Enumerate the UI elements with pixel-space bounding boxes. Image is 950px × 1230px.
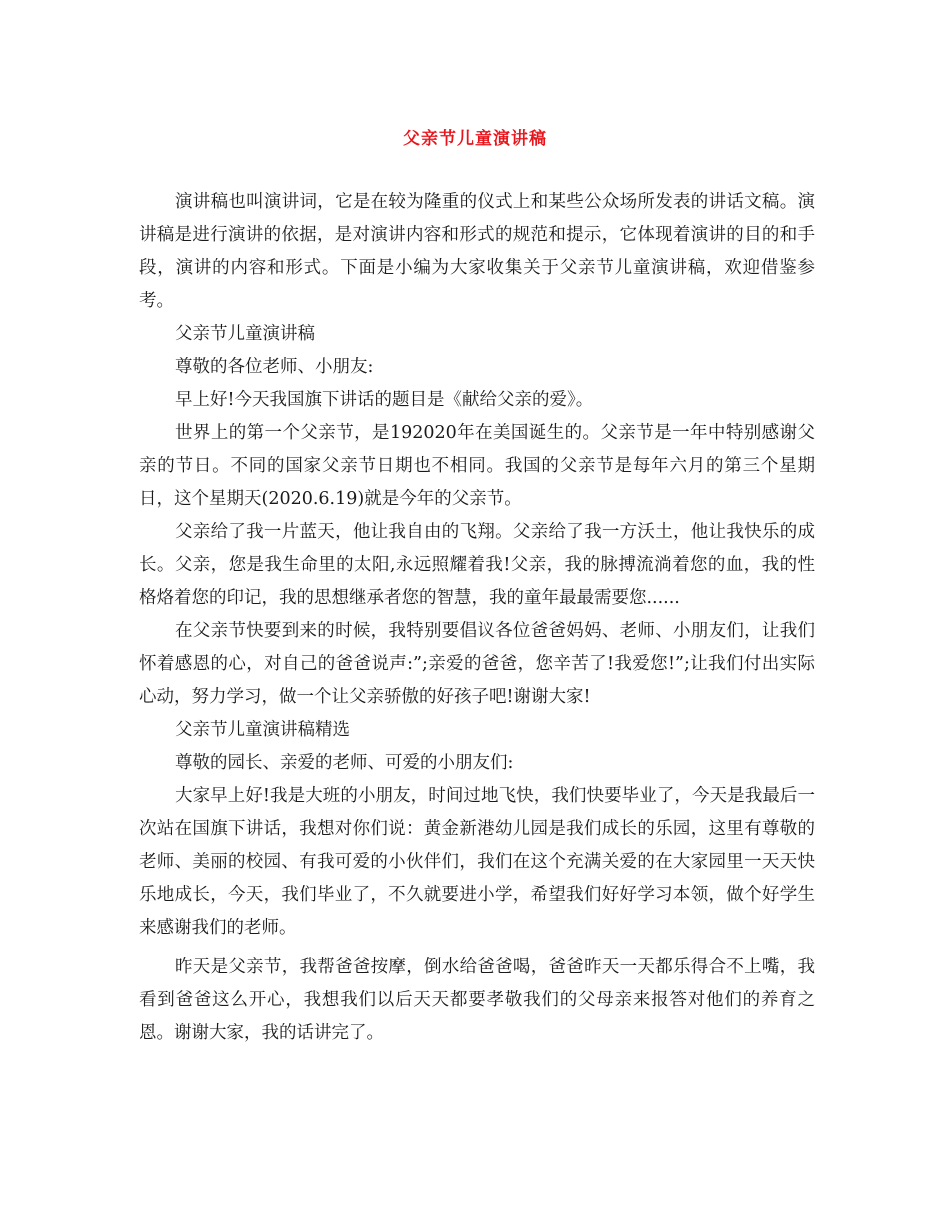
paragraph-greeting-1: 尊敬的各位老师、小朋友: <box>175 357 374 377</box>
document-body <box>139 186 815 1050</box>
paragraph-heading-2: 父亲节儿童演讲稿精选 <box>175 720 350 740</box>
paragraph-closing: 昨天是父亲节，我帮爸爸按摩，倒水给爸爸喝，爸爸昨天一天都乐得合不上嘴，我看到爸爸这么开心，我想我们以后天天都要孝敬我们的父母亲来报答对他们的养育之恩。谢谢大家，我的话讲完了。 <box>139 957 815 1043</box>
document-title: 父亲节儿童演讲稿 <box>403 129 547 149</box>
paragraph-greeting-2: 尊敬的园长、亲爱的老师、可爱的小朋友们: <box>175 753 514 773</box>
paragraph-graduation: 大家早上好!我是大班的小朋友，时间过地飞快，我们快要毕业了，今天是我最后一次站在国旗下讲话，我想对你们说：黄金新港幼儿园是我们成长的乐园，这里有尊敬的老师、美丽的校园、有我可爱的小伙伴们，我们在这个充满关爱的在大家园里一天天快乐地成长，今天，我们毕业了，不久就要进小学，希望我们好好学习本领，做个好学生来感谢我们的老师。 <box>139 786 815 938</box>
paragraph-history: 世界上的第一个父亲节，是192020年在美国诞生的。父亲节是一年中特别感谢父亲的节日。不同的国家父亲节日期也不相同。我国的父亲节是每年六月的第三个星期日，这个星期天(2020.6.19)就是今年的父亲节。 <box>139 423 815 509</box>
paragraph-proposal: 在父亲节快要到来的时候，我特别要倡议各位爸爸妈妈、老师、小朋友们，让我们怀着感恩的心，对自己的爸爸说声:”;亲爱的爸爸，您辛苦了!我爱您!”;让我们付出实际心动，努力学习，做一个让父亲骄傲的好孩子吧!谢谢大家! <box>139 621 815 707</box>
paragraph-father-gifts: 父亲给了我一片蓝天，他让我自由的飞翔。父亲给了我一方沃土，他让我快乐的成长。父亲，您是我生命里的太阳,永远照耀着我!父亲，我的脉搏流淌着您的血，我的性格烙着您的印记，我的思想继承者您的智慧，我的童年最最需要您...... <box>139 522 815 608</box>
paragraph-intro: 演讲稿也叫演讲词，它是在较为隆重的仪式上和某些公众场所发表的讲话文稿。演讲稿是进行演讲的依据，是对演讲内容和形式的规范和提示，它体现着演讲的目的和手段，演讲的内容和形式。下面是小编为大家收集关于父亲节儿童演讲稿，欢迎借鉴参考。 <box>139 192 815 311</box>
paragraph-heading-1: 父亲节儿童演讲稿 <box>175 324 315 344</box>
paragraph-topic: 早上好!今天我国旗下讲话的题目是《献给父亲的爱》。 <box>175 390 594 410</box>
